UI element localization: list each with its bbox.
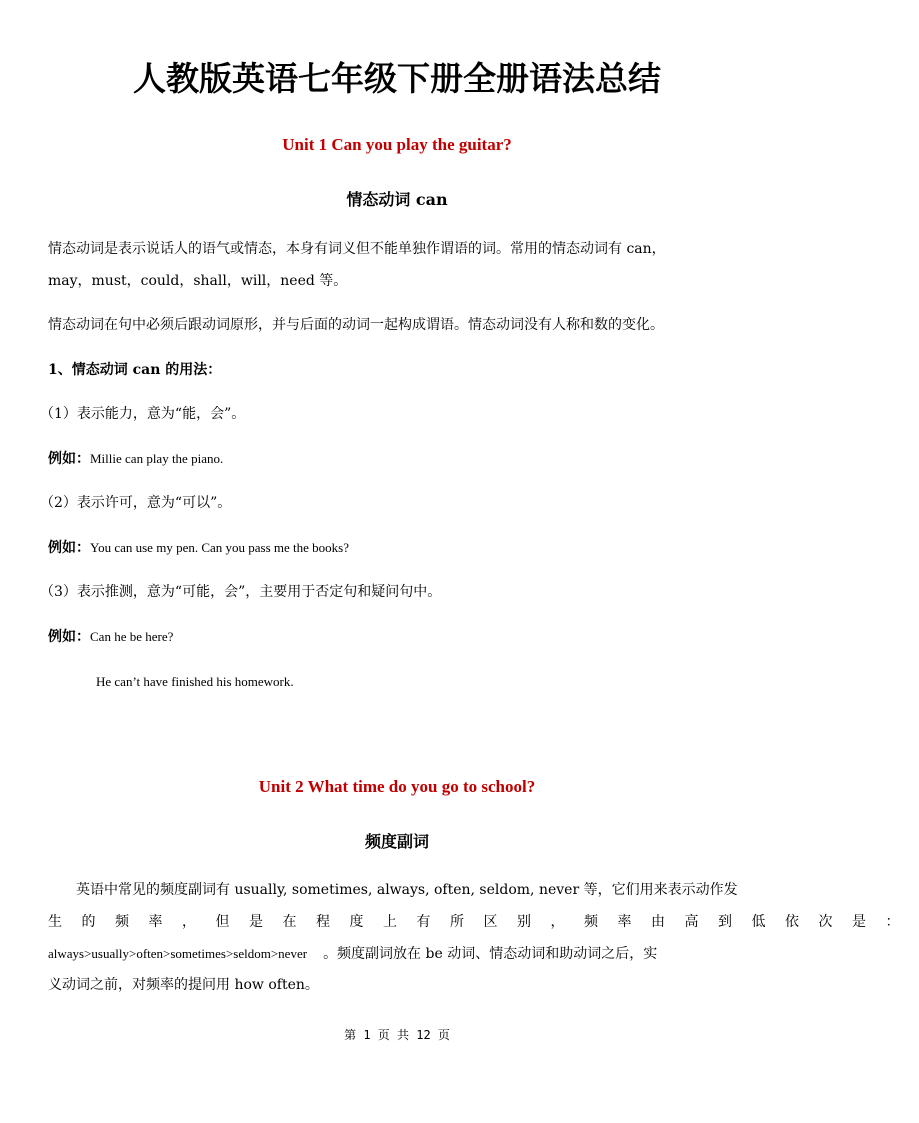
example-label: 例如： [48,540,90,556]
unit1-usage-heading: 1、情态动词 can 的用法： [48,362,222,378]
unit1-paragraph2: 情态动词在句中必须后跟动词原形，并与后面的动词一起构成谓语。情态动词没有人称和数的变化。 [48,317,664,333]
unit2-section-title: 频度副词 [364,832,429,851]
unit1-example1: Millie can play the piano. [90,451,224,466]
unit1-example2-row [48,537,748,559]
unit2-line2-text: 生的频率，但是在程度上有所区别，频率由高到低依次是： [48,914,919,930]
example-label: 例如： [48,451,90,467]
frequency-order: always>usually>often>sometimes>seldom>never [48,946,308,961]
unit2-line3 [48,943,748,965]
unit1-section-title: 情态动词 can [346,190,448,209]
page-title: 人教版英语七年级下册全册语法总结 [133,59,661,98]
unit1-example1-row [48,448,748,470]
unit2-line4: 义动词之前，对频率的提问用 how often。 [48,977,319,993]
unit1-example3-row [48,626,748,648]
unit1-heading: Unit 1 Can you play the guitar? [282,135,512,154]
unit1-usage1: （1）表示能力，意为“能，会”。 [40,406,246,422]
unit1-paragraph1-line2: may，must，could，shall，will，need 等。 [48,273,348,289]
unit2-line3-text: 。频度副词放在 be 动词、情态动词和助动词之后，实 [323,946,658,962]
unit1-usage3: （3）表示推测，意为“可能，会”，主要用于否定句和疑问句中。 [40,584,442,600]
unit2-heading: Unit 2 What time do you go to school? [258,777,536,796]
unit1-example3b: He can’t have finished his homework. [96,674,294,689]
unit2-line2 [48,911,919,933]
page-footer: 第 1 页 共 12 页 [344,1028,450,1042]
unit2-line1: 英语中常见的频度副词有 usually, sometimes, always, often, seldom, never 等，它们用来表示动作发 [76,882,738,898]
unit1-paragraph1-line1: 情态动词是表示说话人的语气或情态，本身有词义但不能单独作谓语的词。常用的情态动词有 can， [48,241,666,257]
unit1-example2: You can use my pen. Can you pass me the books? [90,540,350,555]
unit1-example3a: Can he be here? [90,629,174,644]
unit1-usage2: （2）表示许可，意为“可以”。 [40,495,232,511]
example-label: 例如： [48,629,90,645]
